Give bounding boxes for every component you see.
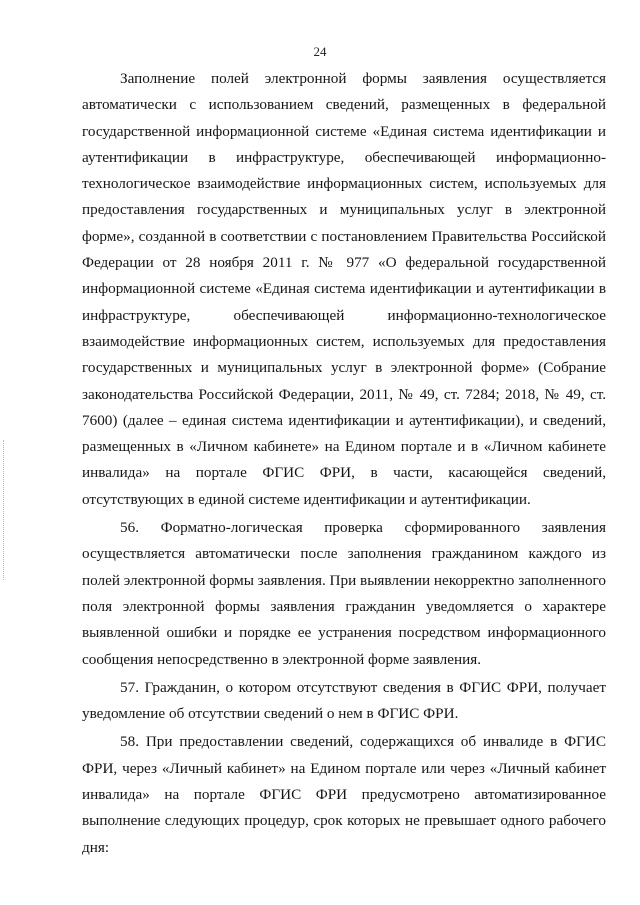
page-number: 24 — [313, 44, 327, 59]
paragraph-56: 56. Форматно-логическая проверка сформированного заявления осуществляется автоматически после заполнения гражданином каждого из полей электронной формы заявления. При выявлении некорректно заполненного поля электронной формы заявления гражданин уведомляется о характере выявленной ошибки и порядке ее устранения посредством информационного сообщения непосредственно в электронной форме заявления. — [82, 519, 607, 668]
paragraph-autofill: Заполнение полей электронной формы заявления осуществляется автоматически с использованием сведений, размещенных в федеральной государственной информационной системе «Единая система идентификации и аутентификации в инфраструктуре, обеспечивающей информационно-технологическое взаимодействие информационных систем, используемых для предоставления государственных и муниципальных услуг в электронной форме», созданной в соответствии с постановлением Правительства Российской Федерации от 28 ноября 2011 г. № 977 «О федеральной государственной информационной системе «Единая система идентификации и аутентификации в инфраструктуре, обеспечивающей информационно-технологическое взаимодействие информационных систем, используемых для предоставления государственных и муниципальных услуг в электронной форме» (Собрание законодательства Российской Федерации, 2011, № 49, ст. 7284; 2018, № 49, ст. 7600) (далее – единая система идентификации и аутентификации), и сведений, размещенных в «Личном кабинете» на Едином портале и в «Личном кабинете инвалида» на портале ФГИС ФРИ, в части, касающейся сведений, отсутствующих в единой системе идентификации и аутентификации. — [82, 70, 606, 508]
document-body — [82, 66, 606, 861]
paragraph-58: 58. При предоставлении сведений, содержащихся об инвалиде в ФГИС ФРИ, через «Личный кабинет» на Едином портале или через «Личный кабинет инвалида» на портале ФГИС ФРИ предусмотрено автоматизированное выполнение следующих процедур, срок которых не превышает одного рабочего дня: — [82, 733, 606, 856]
paragraph-57: 57. Гражданин, о котором отсутствуют сведения в ФГИС ФРИ, получает уведомление об отсутствии сведений о нем в ФГИС ФРИ. — [82, 678, 606, 723]
scan-margin-artifact — [3, 440, 6, 580]
